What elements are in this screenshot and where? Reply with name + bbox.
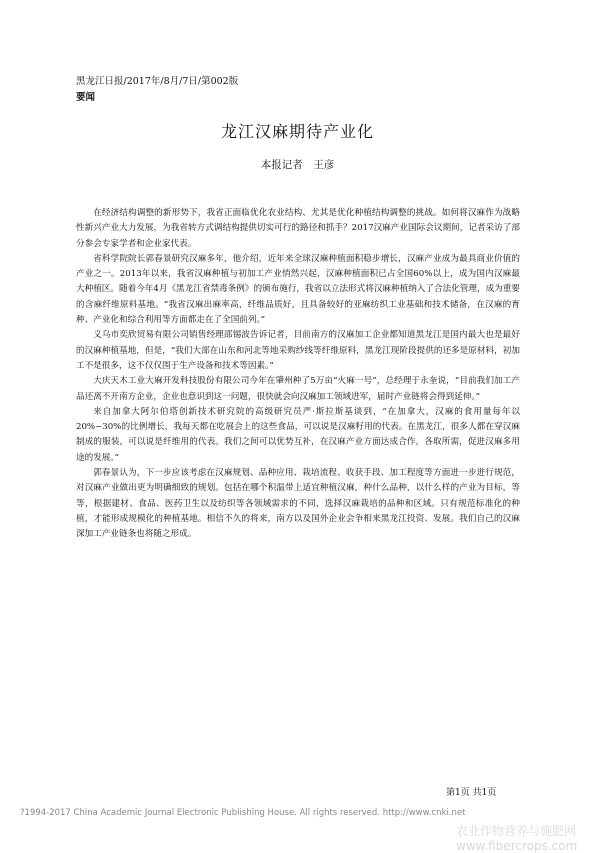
byline: 本报记者 王彦 — [260, 159, 335, 171]
watermark: 农业作物营养与施肥网 www.fibercrops.com — [456, 824, 578, 853]
copyright-footer: ?1994-2017 China Academic Journal Electronic Publishing House. All rights reserved. http://www.cnki.net — [20, 808, 466, 818]
section-label: 要闻 — [76, 92, 96, 103]
paragraph: 在经济结构调整的新形势下，我省正面临优化农业结构、尤其是优化种植结构调整的挑战。如何将汉麻作为战略性新兴产业大力发展，为我省转方式调结构提供切实可行的路径和抓手？2017汉麻产业国际会议期间，记者采访了部分参会专家学者和企业家代表。 — [76, 208, 520, 249]
paragraph: 郭春景认为，下一步应该考虑在汉麻规划、品种应用、栽培流程、收获手段、加工程度等方面进一步进行规范，对汉麻产业做出更为明确细致的规划。包括在哪个积温带上适宜种植汉麻，种什么品种，以什么样的产业为目标，等等，根据建材、食品、医药卫生以及纺织等各领域需求的不同，选择汉麻栽培的品种和区域。只有规范标准化的种植，才能形成规模化的种植基地。相信不久的将来，南方以及国外企业会争相来黑龙江投资、发展。我们自己的汉麻深加工产业链条也将随之形成。 — [76, 468, 520, 540]
article-title: 龙江汉麻期待产业化 — [220, 122, 374, 141]
paragraph: 大庆天木工业大麻开发科技股份有限公司今年在肇州种了5万亩“火麻一号”，总经理于永奎说，“目前我们加工产品还离不开南方企业，企业也意识到这一问题，很快就会向汉麻加工领域进军，届时产业链将会得到延伸。” — [76, 376, 520, 402]
article-body — [76, 206, 520, 543]
paragraph: 义乌市奕欣贸易有限公司销售经理邵锡波告诉记者，目前南方的汉麻加工企业都知道黑龙江是国内最大也是最好的汉麻种植基地，但是，“我们大部在山东和河北等地采购纱线等纤维原料，黑龙江现阶段提供的还多是原材料，初加工不是很多，这不仅仅围于生产设备和技术等因素。” — [76, 330, 520, 371]
page-count: 第1页 共1页 — [446, 788, 497, 798]
paragraph: 来自加拿大阿尔伯塔创新技术研究院的高级研究员严·斯拉斯基谈到，“在加拿大，汉麻的食用量每年以20%~30%的比例增长，我每天都在吃展会上的这些食品，可以说是汉麻籽用的代表。在黑龙江，很多人都在穿汉麻制成的服装，可以说是纤维用的代表。我们之间可以优势互补，在汉麻产业方面达成合作，各取所需，促进汉麻多用途的发展。” — [76, 406, 520, 463]
source-line: 黑龙江日报/2017年/8月/7日/第002版 — [76, 76, 239, 87]
paragraph: 省科学院院长郭春景研究汉麻多年，他介绍，近年来全球汉麻种植面积稳步增长，汉麻产业成为最具商业价值的产业之一。2013年以来，我省汉麻种植与初加工产业悄然兴起，汉麻种植面积已占全国60%以上，成为国内汉麻最大种植区。随着今年4月《黑龙江省禁毒条例》的颁布施行，我省以立法形式将汉麻种植纳入了合法化管理，成为重要的含麻纤维原料基地。“我省汉麻出麻率高，纤维品质好，且具备较好的亚麻纺织工业基础和技术储备，在汉麻的育种、产业化和综合利用等方面都走在了全国前列。” — [76, 253, 520, 326]
